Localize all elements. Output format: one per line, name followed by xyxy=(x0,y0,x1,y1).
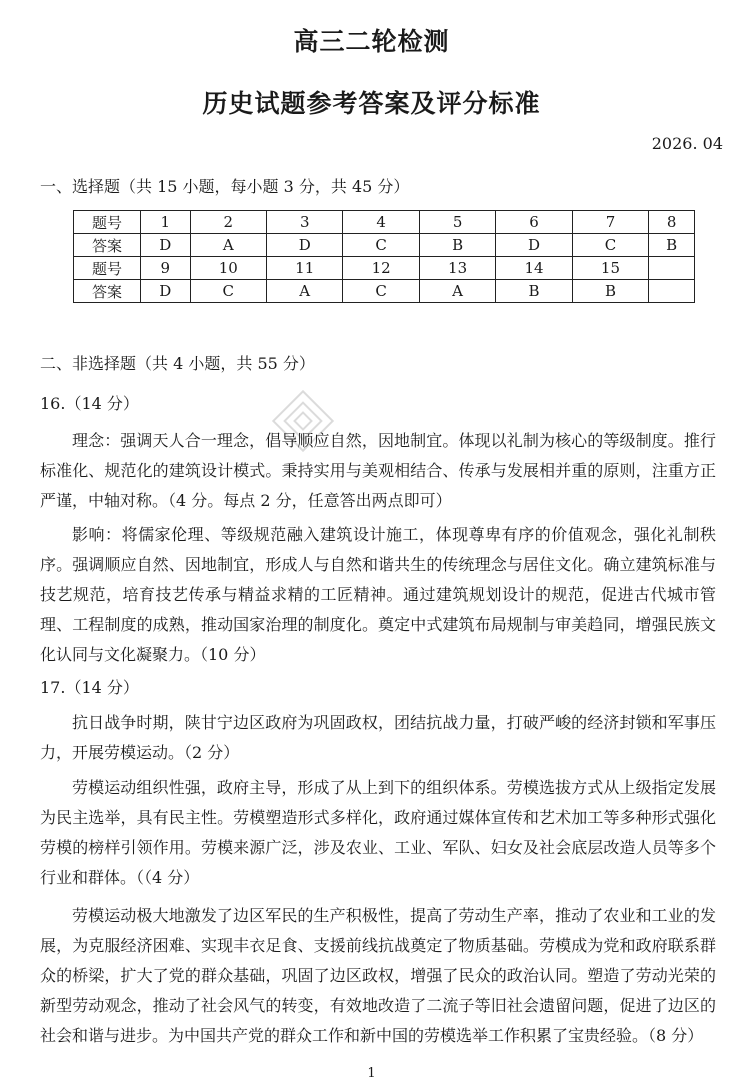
answer-cell: B xyxy=(649,234,695,257)
question-number: 7 xyxy=(572,211,648,234)
question-17-heading: 17.（14 分） xyxy=(40,678,139,697)
q16-answer-concept: 理念：强调天人合一理念，倡导顺应自然，因地制宜。体现以礼制为核心的等级制度。推行标准化、规范化的建筑设计模式。秉持实用与美观相结合、传承与发展相并重的原则，注重方正严谨，中轴对称。（4 分。每点 2 分，任意答出两点即可） xyxy=(40,431,716,510)
answer-cell: D xyxy=(496,234,572,257)
question-number: 9 xyxy=(141,257,191,280)
question-number: 14 xyxy=(496,257,572,280)
table-row xyxy=(74,280,695,303)
question-number: 3 xyxy=(267,211,343,234)
answer-cell: C xyxy=(572,234,648,257)
answer-cell: A xyxy=(419,280,495,303)
answer-cell: A xyxy=(267,280,343,303)
answer-cell: D xyxy=(141,280,191,303)
answer-table xyxy=(73,210,695,303)
question-number: 11 xyxy=(267,257,343,280)
q16-answer-impact: 影响：将儒家伦理、等级规范融入建筑设计施工，体现尊卑有序的价值观念，强化礼制秩序。强调顺应自然、因地制宜，形成人与自然和谐共生的传统理念与居住文化。确立建筑标准与技艺规范，培育技艺传承与精益求精的工匠精神。通过建筑规划设计的规范，促进古代城市管理、工程制度的成熟，推动国家治理的制度化。奠定中式建筑布局规制与审美趋同，增强民族文化认同与文化凝聚力。（10 分） xyxy=(40,525,716,664)
q17-answer-features: 劳模运动组织性强，政府主导，形成了从上到下的组织体系。劳模选拔方式从上级指定发展为民主选举，具有民主性。劳模塑造形式多样化，政府通过媒体宣传和艺术加工等多种形式强化劳模的榜样引领作用。劳模来源广泛，涉及农业、工业、军队、妇女及社会底层改造人员等多个行业和群体。（（4 分） xyxy=(40,778,716,887)
question-number: 15 xyxy=(572,257,648,280)
answer-cell: C xyxy=(190,280,266,303)
section2-heading: 二、非选择题（共 4 小题，共 55 分） xyxy=(40,354,315,373)
answer-cell: B xyxy=(419,234,495,257)
table-row xyxy=(74,257,695,280)
answer-cell: D xyxy=(267,234,343,257)
row-label-question: 题号 xyxy=(74,257,141,280)
answer-cell: A xyxy=(190,234,266,257)
answer-cell xyxy=(649,280,695,303)
answer-cell: C xyxy=(343,234,419,257)
question-16-heading: 16.（14 分） xyxy=(40,394,139,413)
question-number: 4 xyxy=(343,211,419,234)
exam-date: 2026. 04 xyxy=(651,134,723,153)
question-number: 10 xyxy=(190,257,266,280)
exam-title: 高三二轮检测 xyxy=(293,27,450,56)
q17-answer-background: 抗日战争时期，陕甘宁边区政府为巩固政权，团结抗战力量，打破严峻的经济封锁和军事压力，开展劳模运动。（2 分） xyxy=(40,713,716,762)
question-number: 12 xyxy=(343,257,419,280)
answer-cell: C xyxy=(343,280,419,303)
table-row xyxy=(74,211,695,234)
row-label-answer: 答案 xyxy=(74,234,141,257)
question-number: 5 xyxy=(419,211,495,234)
document-subtitle: 历史试题参考答案及评分标准 xyxy=(202,89,541,118)
answer-cell: B xyxy=(572,280,648,303)
answer-cell: D xyxy=(141,234,191,257)
table-row xyxy=(74,234,695,257)
question-number: 1 xyxy=(141,211,191,234)
section1-heading: 一、选择题（共 15 小题，每小题 3 分，共 45 分） xyxy=(40,177,410,196)
row-label-question: 题号 xyxy=(74,211,141,234)
question-number: 2 xyxy=(190,211,266,234)
row-label-answer: 答案 xyxy=(74,280,141,303)
question-number: 8 xyxy=(649,211,695,234)
page-number: 1 xyxy=(367,1066,376,1081)
question-number: 13 xyxy=(419,257,495,280)
question-number: 6 xyxy=(496,211,572,234)
q17-answer-influence: 劳模运动极大地激发了边区军民的生产积极性，提高了劳动生产率，推动了农业和工业的发展，为克服经济困难、实现丰衣足食、支援前线抗战奠定了物质基础。劳模成为党和政府联系群众的桥梁，扩大了党的群众基础，巩固了边区政权，增强了民众的政治认同。塑造了劳动光荣的新型劳动观念，推动了社会风气的转变，有效地改造了二流子等旧社会遗留问题，促进了边区的社会和谐与进步。为中国共产党的群众工作和新中国的劳模选举工作积累了宝贵经验。（8 分） xyxy=(40,906,716,1045)
answer-cell: B xyxy=(496,280,572,303)
question-number xyxy=(649,257,695,280)
